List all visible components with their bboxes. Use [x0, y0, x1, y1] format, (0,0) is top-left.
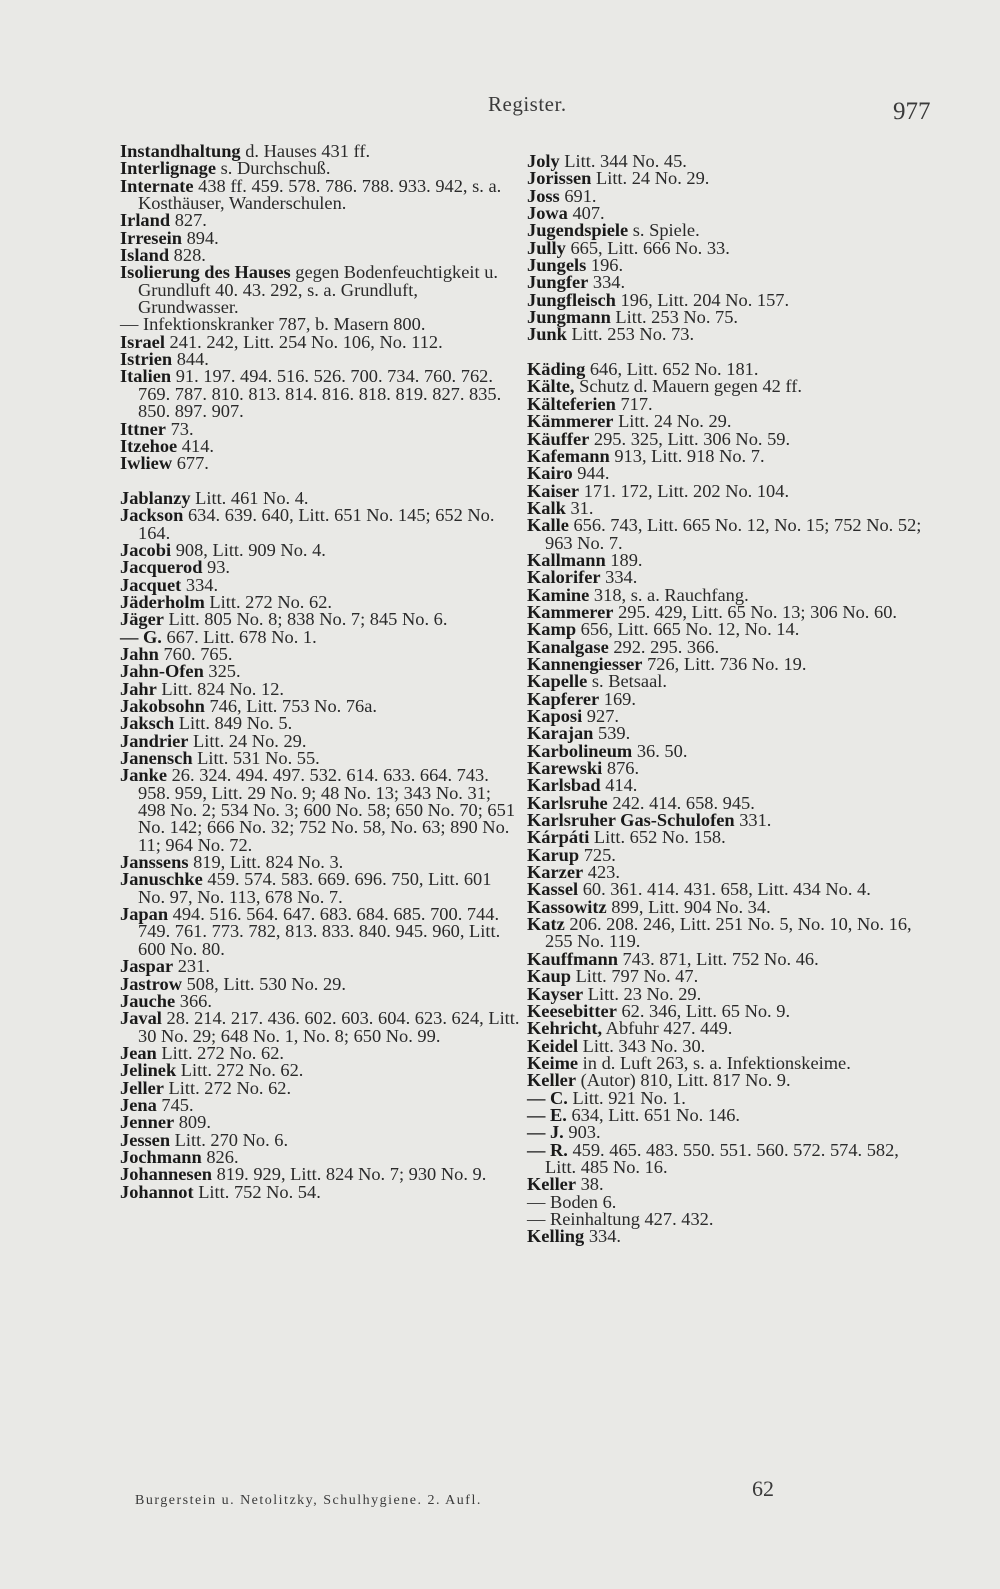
index-term: — J. [527, 1122, 564, 1143]
index-term: Karbolineum [527, 740, 633, 761]
index-references: 646, Litt. 652 No. 181. [585, 359, 759, 380]
index-references: s. Durchschuß. [216, 158, 331, 179]
index-term: Jahr [120, 678, 157, 699]
index-term: Internate [120, 175, 194, 196]
index-term: Kamine [527, 584, 590, 605]
index-references: s. Betsaal. [587, 671, 667, 692]
index-references: 60. 361. 414. 431. 658, Litt. 434 No. 4. [578, 879, 871, 900]
index-term: Jäger [120, 609, 164, 630]
index-term: Jäderholm [120, 591, 205, 612]
index-references: 656. 743, Litt. 665 No. 12, No. 15; 752 No. 52; 963 No. 7. [545, 515, 922, 553]
index-references: Litt. 849 No. 5. [174, 713, 293, 734]
index-entry [120, 871, 520, 906]
index-column-left [120, 143, 520, 1201]
index-term: Kafemann [527, 445, 610, 466]
index-term: Kaposi [527, 706, 583, 726]
index-references: in d. Luft 263, s. a. Infektionskeime. [578, 1052, 851, 1073]
index-references: 171. 172, Litt. 202 No. 104. [579, 480, 790, 501]
index-references: 366. [175, 990, 212, 1011]
index-term: Jahn-Ofen [120, 661, 204, 682]
index-term: Jablanzy [120, 487, 191, 508]
index-references: 331. [734, 810, 772, 831]
index-term: Junk [527, 324, 567, 345]
index-references: Litt. 344 No. 45. [559, 151, 687, 171]
index-term: Jacobi [120, 539, 172, 560]
index-term: Joly [527, 151, 560, 171]
index-term: Jungmann [527, 307, 611, 328]
index-references: Litt. 921 No. 1. [567, 1087, 686, 1108]
index-entry [120, 507, 520, 542]
index-references: 908, Litt. 909 No. 4. [171, 539, 326, 560]
index-term: Jelinek [120, 1060, 177, 1081]
index-references: 745. [156, 1094, 194, 1115]
index-references: 819, Litt. 824 No. 3. [188, 852, 344, 873]
index-references: 31. [565, 497, 594, 518]
index-term: Karajan [527, 723, 594, 744]
index-references: 241. 242, Litt. 254 No. 106, No. 112. [164, 331, 443, 352]
index-term: Karzer [527, 862, 584, 883]
index-term: Jeller [120, 1077, 164, 1098]
index-term: Kälte, [527, 376, 575, 397]
index-references: — Reinhaltung 427. 432. [527, 1208, 714, 1229]
index-references: 407. [567, 203, 605, 224]
index-term: Kannengiesser [527, 653, 643, 674]
index-references: 844. [172, 349, 209, 370]
index-references: Litt. 797 No. 47. [570, 966, 699, 987]
index-references: 944. [572, 463, 610, 484]
index-term: Instandhaltung [120, 141, 241, 161]
index-term: Jochmann [120, 1146, 202, 1167]
index-term: Jakobsohn [120, 696, 205, 716]
index-references: 634. 639. 640, Litt. 651 No. 145; 652 No. 164. [138, 505, 495, 543]
index-entry [120, 1010, 520, 1045]
index-references: 726, Litt. 736 No. 19. [642, 653, 807, 674]
index-references: Litt. 531 No. 55. [192, 748, 320, 769]
index-term: Keidel [527, 1035, 579, 1056]
index-entry [527, 1139, 927, 1177]
index-references: 334. [584, 1226, 622, 1247]
index-entry [120, 264, 520, 316]
index-references: 91. 197. 494. 516. 526. 700. 734. 760. 762. 769. 787. 810. 813. 814. 816. 818. 819. 827. 835. 850. 897. 907. [138, 366, 502, 422]
index-references: Litt. 24 No. 29. [591, 168, 710, 189]
index-term: Kelling [527, 1226, 585, 1247]
index-term: Jungels [527, 255, 587, 276]
index-references: 876. [602, 758, 640, 779]
index-references: Litt. 824 No. 12. [156, 678, 284, 699]
index-term: Karlsruher Gas-Schulofen [527, 810, 735, 831]
index-references: 438 ff. 459. 578. 786. 788. 933. 942, s. a. Kosthäuser, Wanderschulen. [138, 175, 502, 214]
index-references: 746, Litt. 753 No. 76a. [204, 696, 378, 716]
index-term: Jaksch [120, 713, 175, 734]
index-references: 38. [576, 1174, 604, 1195]
index-references: 899, Litt. 904 No. 34. [606, 896, 771, 917]
index-references: d. Hauses 431 ff. [240, 141, 371, 161]
index-references: 206. 208. 246, Litt. 251 No. 5, No. 10, No. 16, 255 No. 119. [545, 914, 912, 952]
index-references: Litt. 270 No. 6. [170, 1129, 289, 1150]
index-term: Kapelle [527, 671, 588, 692]
index-references: Litt. 253 No. 73. [566, 324, 695, 345]
index-term: Jungfleisch [527, 289, 616, 310]
index-term: Kammerer [527, 601, 614, 622]
index-entry [527, 916, 927, 951]
index-entry [527, 517, 927, 552]
index-term: Jessen [120, 1129, 171, 1150]
index-term: Jungfer [527, 272, 589, 293]
index-term: Jully [527, 237, 566, 258]
index-references: 717. [615, 393, 653, 414]
index-term: Keller [527, 1070, 577, 1091]
index-term: Kalle [527, 515, 569, 536]
index-term: Jugendspiele [527, 220, 629, 241]
index-references: Litt. 24 No. 29. [188, 730, 307, 751]
index-references: Litt. 272 No. 62. [176, 1060, 304, 1081]
index-references: 334. [588, 272, 626, 293]
index-term: Kälteferien [527, 393, 616, 414]
index-term: Janssens [120, 852, 189, 873]
index-term: Kairo [527, 463, 573, 484]
index-term: Katz [527, 914, 565, 935]
index-term: Joss [527, 185, 560, 206]
index-references: 292. 295. 366. [608, 636, 720, 657]
index-references: 667. Litt. 678 No. 1. [161, 626, 317, 647]
index-term: Käuffer [527, 428, 590, 449]
index-term: Kauffmann [527, 948, 618, 969]
index-references: Litt. 652 No. 158. [589, 827, 726, 848]
index-term: Irland [120, 210, 171, 231]
index-term: Karup [527, 844, 580, 865]
sheet-number: 62 [752, 1476, 774, 1501]
index-term: Keime [527, 1052, 579, 1073]
index-references: 894. [181, 227, 219, 248]
index-term: Itzehoe [120, 435, 178, 456]
index-column-right [527, 153, 927, 1246]
index-references: Litt. 253 No. 75. [610, 307, 739, 328]
index-term: Jackson [120, 505, 184, 526]
index-entry [527, 326, 927, 343]
index-term: Jowa [527, 203, 568, 224]
index-term: Jorissen [527, 168, 592, 189]
index-references: Abfuhr 427. 449. [602, 1018, 733, 1039]
index-term: Keller [527, 1174, 577, 1195]
index-references: 295. 325, Litt. 306 No. 59. [589, 428, 791, 449]
index-references: 913, Litt. 918 No. 7. [609, 445, 765, 466]
index-references: Litt. 461 No. 4. [190, 487, 309, 508]
index-term: Kayser [527, 983, 584, 1004]
index-term: Jastrow [120, 973, 182, 994]
index-term: Jandrier [120, 730, 189, 751]
index-references: 62. 346, Litt. 65 No. 9. [616, 1000, 791, 1021]
index-entry [120, 767, 520, 854]
index-term: Kämmerer [527, 411, 614, 432]
index-references: gegen Bodenfeuchtigkeit u. Grundluft 40. 43. 292, s. a. Grundluft, Grundwasser. [138, 262, 498, 318]
index-entry [120, 1181, 520, 1202]
index-term: Irresein [120, 227, 182, 248]
index-references: 169. [599, 688, 636, 709]
index-references: Litt. 272 No. 62. [204, 591, 332, 612]
index-references: 760. 765. [158, 643, 233, 664]
index-term: Jacquet [120, 574, 182, 595]
index-references: 826. [201, 1146, 239, 1167]
index-term: Kalk [527, 497, 566, 518]
index-term: — C. [527, 1087, 568, 1108]
index-references: 73. [165, 418, 194, 439]
index-term: Kallmann [527, 549, 606, 570]
index-term: Jahn [120, 643, 159, 664]
index-references: 656, Litt. 665 No. 12, No. 14. [576, 619, 800, 640]
index-references: 459. 465. 483. 550. 551. 560. 572. 574. 582, Litt. 485 No. 16. [545, 1139, 899, 1177]
index-references: 414. [177, 435, 214, 456]
index-references: 725. [579, 844, 616, 865]
index-term: — G. [120, 626, 162, 647]
index-term: — R. [527, 1139, 568, 1160]
index-term: Kalorifer [527, 567, 601, 588]
index-references: 242. 414. 658. 945. [607, 792, 755, 813]
index-references: 414. [600, 775, 638, 796]
index-term: Jenner [120, 1112, 175, 1133]
index-references: 903. [563, 1122, 601, 1143]
index-term: Jean [120, 1042, 157, 1063]
index-term: Jaspar [120, 956, 174, 977]
index-term: Karlsbad [527, 775, 601, 796]
index-references: 508, Litt. 530 No. 29. [181, 973, 346, 994]
index-references: 231. [173, 956, 210, 977]
index-entry [120, 368, 520, 420]
index-references: 334. [181, 574, 219, 595]
index-term: Kaup [527, 966, 571, 987]
index-references: 691. [559, 185, 597, 206]
index-references: 459. 574. 583. 669. 696. 750, Litt. 601 No. 97, No. 113, 678 No. 7. [138, 869, 492, 907]
index-term: Jena [120, 1094, 157, 1115]
index-term: Johannesen [120, 1164, 212, 1185]
index-references: Schutz d. Mauern gegen 42 ff. [574, 376, 802, 397]
index-references: 809. [174, 1112, 211, 1133]
index-references: 334. [600, 567, 638, 588]
index-term: Kassel [527, 879, 579, 900]
index-references: 634, Litt. 651 No. 146. [566, 1104, 741, 1125]
index-term: Javal [120, 1008, 162, 1029]
index-references: (Autor) 810, Litt. 817 No. 9. [576, 1070, 791, 1091]
index-term: Iwliew [120, 453, 173, 474]
index-term: Kapferer [527, 688, 600, 709]
index-references: Litt. 343 No. 30. [578, 1035, 706, 1056]
index-references: Litt. 752 No. 54. [193, 1181, 321, 1202]
index-term: Karlsruhe [527, 792, 608, 813]
index-references: 927. [582, 706, 619, 726]
index-entry [120, 175, 520, 214]
index-references: 827. [170, 210, 207, 231]
index-references: 665, Litt. 666 No. 33. [565, 237, 730, 258]
index-term: Käding [527, 359, 586, 380]
index-references: Litt. 24 No. 29. [613, 411, 732, 432]
index-entry [120, 455, 520, 472]
index-references: 743. 871, Litt. 752 No. 46. [617, 948, 819, 969]
index-references: 819. 929, Litt. 824 No. 7; 930 No. 9. [211, 1164, 487, 1185]
index-references: — Boden 6. [527, 1191, 617, 1212]
index-references: Litt. 272 No. 62. [163, 1077, 292, 1098]
index-references: 325. [203, 661, 241, 682]
index-term: Japan [120, 904, 169, 925]
index-references: 93. [202, 557, 231, 578]
index-references: Litt. 805 No. 8; 838 No. 7; 845 No. 6. [163, 609, 448, 630]
index-references: 539. [593, 723, 631, 744]
index-references: 423. [583, 862, 620, 883]
index-term: Kanalgase [527, 636, 609, 657]
index-references: — Infektionskranker 787, b. Masern 800. [120, 314, 426, 335]
index-references: Litt. 272 No. 62. [156, 1042, 284, 1063]
index-term: Keesebitter [527, 1000, 617, 1021]
index-term: Janensch [120, 748, 193, 769]
index-references: 295. 429, Litt. 65 No. 13; 306 No. 60. [613, 601, 897, 622]
index-term: Johannot [120, 1181, 194, 1202]
index-term: Isolierung des Hauses [120, 262, 291, 283]
index-term: Kassowitz [527, 896, 607, 917]
index-references: 828. [169, 245, 206, 266]
index-term: Jacquerod [120, 557, 203, 578]
index-references: 196. [586, 255, 624, 276]
index-term: Island [120, 245, 170, 266]
index-entry [527, 1228, 927, 1245]
index-term: Ittner [120, 418, 166, 439]
index-term: Kehricht, [527, 1018, 603, 1039]
index-references: 189. [605, 549, 643, 570]
index-references: 26. 324. 494. 497. 532. 614. 633. 664. 743. 958. 959, Litt. 29 No. 9; 48 No. 13; 343 No. 31; 498 No. 2; 534 No. 3; 600 No. 58; 650 No. 70; 651 No. 142; 666 No. 32; 752 No. 58, No. 63; 890 No. 11; 964 No. 72. [138, 765, 516, 855]
page-number: 977 [893, 98, 931, 125]
index-term: Italien [120, 366, 172, 387]
index-term: Janke [120, 765, 168, 786]
index-term: — E. [527, 1104, 567, 1125]
index-term: Kárpáti [527, 827, 590, 848]
index-term: Istrien [120, 349, 173, 370]
index-entry [120, 906, 520, 958]
index-term: Israel [120, 331, 165, 352]
index-references: 36. 50. [632, 740, 688, 761]
index-term: Kamp [527, 619, 577, 640]
index-references: s. Spiele. [628, 220, 700, 241]
index-term: Interlignage [120, 158, 217, 179]
index-references: Litt. 23 No. 29. [583, 983, 702, 1004]
index-term: Januschke [120, 869, 203, 890]
index-references: 196, Litt. 204 No. 157. [615, 289, 790, 310]
index-references: 677. [172, 453, 209, 474]
index-references: 318, s. a. Rauchfang. [589, 584, 749, 605]
printer-signature: Burgerstein u. Netolitzky, Schulhygiene. 2. Aufl. [135, 1493, 482, 1508]
index-references: 28. 214. 217. 436. 602. 603. 604. 623. 624, Litt. 30 No. 29; 648 No. 1, No. 8; 650 No. 99. [138, 1008, 520, 1046]
index-term: Jauche [120, 990, 176, 1011]
running-head: Register. [488, 92, 567, 116]
index-term: Karewski [527, 758, 603, 779]
index-term: Kaiser [527, 480, 580, 501]
index-references: 494. 516. 564. 647. 683. 684. 685. 700. 744. 749. 761. 773. 782, 813. 833. 840. 945. 960, Litt. 600 No. 80. [138, 904, 501, 959]
